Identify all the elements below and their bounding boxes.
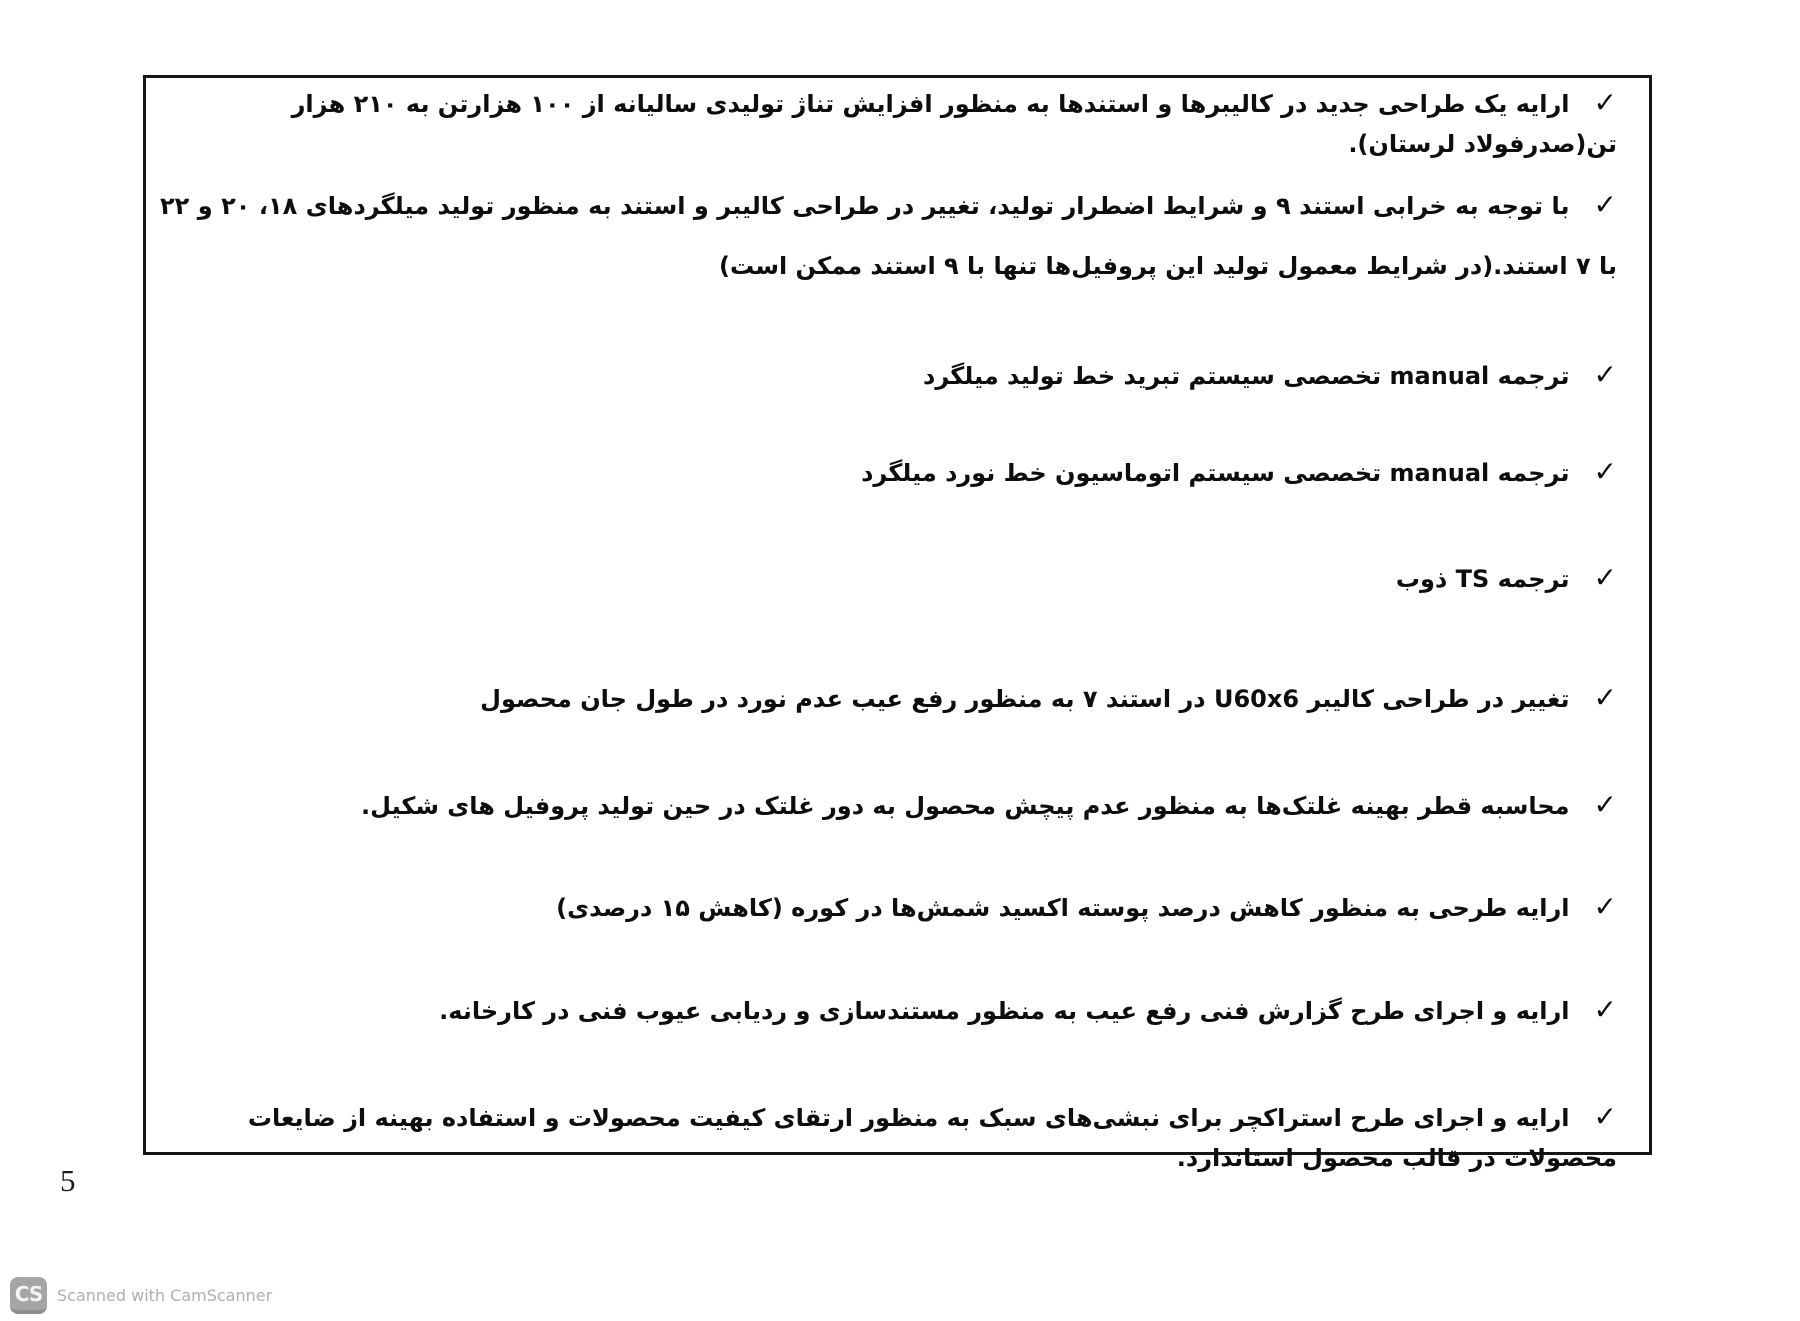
checkmark-icon: ✓ — [1593, 561, 1617, 594]
checkmark-icon: ✓ — [1593, 788, 1617, 821]
list-item-text: ارایه و اجرای طرح گزارش فنی رفع عیب به منظور مستندسازی و ردیابی عیوب فنی در کارخانه. — [439, 997, 1570, 1025]
list-item — [160, 452, 1617, 493]
checkmark-icon: ✓ — [1593, 358, 1617, 391]
checkmark-icon: ✓ — [1593, 681, 1617, 714]
list-item — [160, 1097, 1617, 1178]
list-item — [160, 678, 1617, 719]
list-item-text: ارایه طرحی به منظور کاهش درصد پوسته اکسید شمش‌ها در کوره (کاهش ۱۵ درصدی) — [556, 894, 1570, 922]
checkmark-icon: ✓ — [1593, 890, 1617, 923]
list-item-text: ترجمه TS ذوب — [1395, 565, 1570, 593]
list-item — [160, 558, 1617, 599]
list-item-text: ارایه و اجرای طرح استراکچر برای نبشی‌های سبک به منظور ارتقای کیفیت محصولات و استفاده بهینه از ضایعات محصولات در قالب محصول استاندارد. — [247, 1104, 1617, 1172]
list-item — [160, 83, 1617, 164]
camscanner-logo-icon: CS — [10, 1277, 47, 1314]
list-item — [160, 990, 1617, 1031]
camscanner-watermark — [10, 1277, 272, 1314]
page-number: 5 — [60, 1163, 76, 1198]
list-item-text: ترجمه manual تخصصی سیستم اتوماسیون خط نورد میلگرد — [861, 459, 1570, 487]
checkmark-icon: ✓ — [1593, 993, 1617, 1026]
checkmark-icon: ✓ — [1593, 188, 1617, 221]
list-item — [160, 887, 1617, 928]
list-item-text: تغییر در طراحی کالیبر U60x6 در استند ۷ به منظور رفع عیب عدم نورد در طول جان محصول — [480, 685, 1570, 713]
checkmark-icon: ✓ — [1593, 1100, 1617, 1133]
list-item-text: ارایه یک طراحی جدید در کالیبرها و استندها به منظور افزایش تناژ تولیدی سالیانه از ۱۰۰ هزارتن به ۲۱۰ هزار تن(صدرفولاد لرستان). — [291, 90, 1617, 158]
checklist-box — [143, 75, 1652, 1172]
list-item-text: با توجه به خرابی استند ۹ و شرایط اضطرار تولید، تغییر در طراحی کالیبر و استند به منظور تولید میلگردهای ۱۸، ۲۰ و ۲۲ با ۷ استند.(در شرایط معمول تولید این پروفیل‌ها تنها با ۹ استند ممکن است) — [160, 192, 1617, 280]
list-item-text: محاسبه قطر بهینه غلتک‌ها به منظور عدم پیچش محصول به دور غلتک در حین تولید پروفیل های شکیل. — [361, 792, 1570, 820]
list-item — [160, 355, 1617, 396]
list-item-text: ترجمه manual تخصصی سیستم تبرید خط تولید میلگرد — [923, 362, 1570, 390]
camscanner-caption: Scanned with CamScanner — [57, 1286, 273, 1305]
list-item — [160, 785, 1617, 826]
checkmark-icon: ✓ — [1593, 455, 1617, 488]
checkmark-icon: ✓ — [1593, 86, 1617, 119]
list-item — [160, 175, 1617, 296]
